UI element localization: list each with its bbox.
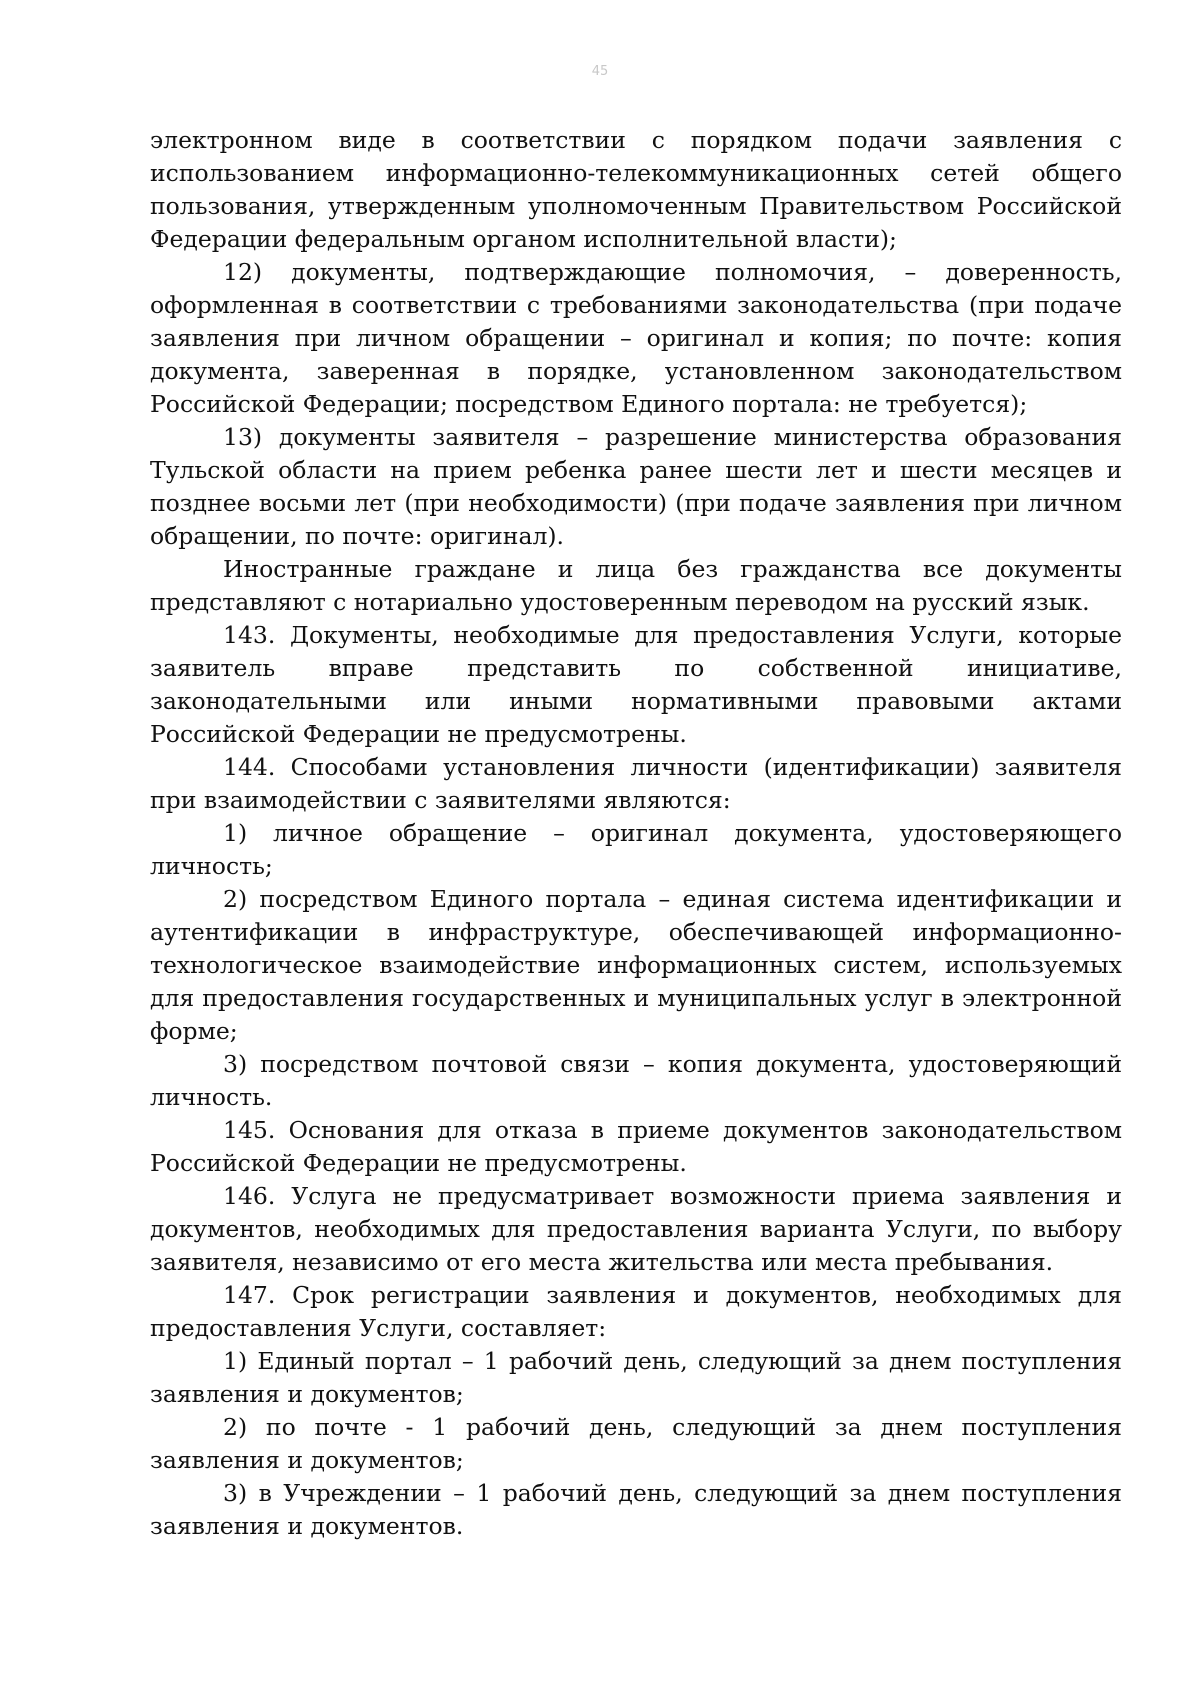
page-number: 45 [591,64,609,79]
paragraph: Иностранные граждане и лица без гражданства все документы представляют с нотариально удостоверенным переводом на русский язык. [150,555,1122,616]
paragraph: 145. Основания для отказа в приеме документов законодательством Российской Федерации не предусмотрены. [150,1116,1122,1177]
paragraph: 2) посредством Единого портала – единая система идентификации и аутентификации в инфраструктуре, обеспечивающей информационно-технологическое взаимодействие информационных систем, используемых для предоставления государственных и муниципальных услуг в электронной форме; [150,885,1122,1045]
paragraph: 143. Документы, необходимые для предоставления Услуги, которые заявитель вправе представить по собственной инициативе, законодательными или иными нормативными правовыми актами Российской Федерации не предусмотрены. [150,621,1122,748]
paragraph: 144. Способами установления личности (идентификации) заявителя при взаимодействии с заявителями являются: [150,753,1122,814]
paragraph: 12) документы, подтверждающие полномочия, – доверенность, оформленная в соответствии с требованиями законодательства (при подаче заявления при личном обращении – оригинал и копия; по почте: копия документа, заверенная в порядке, установленном законодательством Российской Федерации; посредством Единого портала: не требуется); [150,258,1122,418]
paragraph: 147. Срок регистрации заявления и документов, необходимых для предоставления Услуги, составляет: [150,1281,1122,1342]
paragraph: электронном виде в соответствии с порядком подачи заявления с использованием информационно-телекоммуникационных сетей общего пользования, утвержденным уполномоченным Правительством Российской Федерации федеральным органом исполнительной власти); [150,126,1122,253]
paragraph: 13) документы заявителя – разрешение министерства образования Тульской области на прием ребенка ранее шести лет и шести месяцев и позднее восьми лет (при необходимости) (при подаче заявления при личном обращении, по почте: оригинал). [150,423,1122,550]
paragraph: 3) посредством почтовой связи – копия документа, удостоверяющий личность. [150,1050,1122,1111]
paragraph: 3) в Учреждении – 1 рабочий день, следующий за днем поступления заявления и документов. [150,1479,1122,1540]
document-body [150,124,1122,1543]
paragraph: 1) личное обращение – оригинал документа, удостоверяющего личность; [150,819,1122,880]
paragraph: 2) по почте - 1 рабочий день, следующий за днем поступления заявления и документов; [150,1413,1122,1474]
paragraph: 1) Единый портал – 1 рабочий день, следующий за днем поступления заявления и документов; [150,1347,1122,1408]
paragraph: 146. Услуга не предусматривает возможности приема заявления и документов, необходимых для предоставления варианта Услуги, по выбору заявителя, независимо от его места жительства или места пребывания. [150,1182,1122,1276]
